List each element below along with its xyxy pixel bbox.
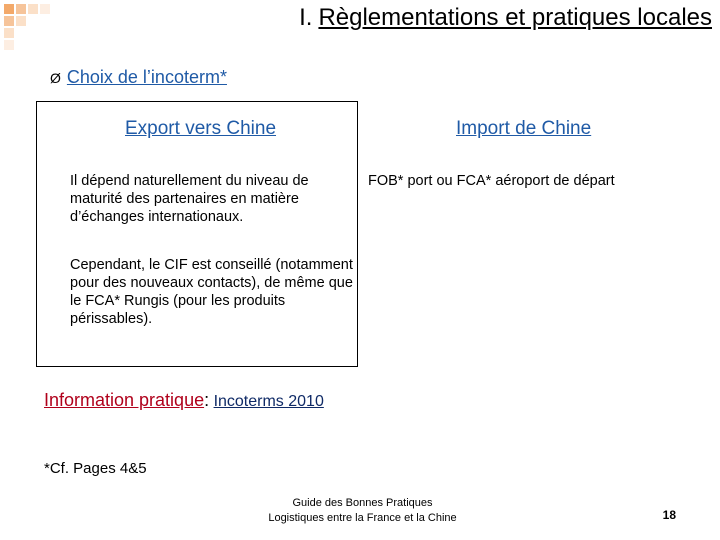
footer bbox=[240, 496, 485, 526]
footer-line-1: Guide des Bonnes Pratiques bbox=[292, 497, 433, 509]
page-number: 18 bbox=[662, 508, 676, 522]
export-paragraph-2: Cependant, le CIF est conseillé (notamment pour des nouveaux contacts), de même que le FCA* Rungis (pour les produits périssables). bbox=[70, 257, 353, 327]
info-separator: : bbox=[204, 390, 210, 410]
incoterm-link[interactable]: Choix de l’incoterm* bbox=[66, 67, 227, 87]
title-number: I. bbox=[299, 4, 313, 31]
import-heading: Import de Chine bbox=[456, 118, 592, 139]
footer-line-2: Logistiques entre la France et la Chine bbox=[268, 512, 457, 524]
slide-title bbox=[299, 4, 712, 32]
arrow-bullet-icon: Ø bbox=[50, 70, 61, 86]
footnote: *Cf. Pages 4&5 bbox=[44, 460, 147, 477]
bullet-item bbox=[50, 67, 227, 88]
export-paragraph-1: Il dépend naturellement du niveau de maturité des partenaires en matière d’échanges internationaux. bbox=[70, 173, 309, 225]
info-line bbox=[44, 390, 324, 411]
import-paragraph: FOB* port ou FCA* aéroport de départ bbox=[368, 173, 615, 189]
incoterms-link[interactable]: Incoterms 2010 bbox=[213, 393, 324, 410]
title-text: Règlementations et pratiques locales bbox=[318, 4, 712, 31]
info-label: Information pratique bbox=[44, 390, 205, 410]
export-heading: Export vers Chine bbox=[125, 118, 277, 139]
corner-decoration bbox=[0, 0, 60, 60]
